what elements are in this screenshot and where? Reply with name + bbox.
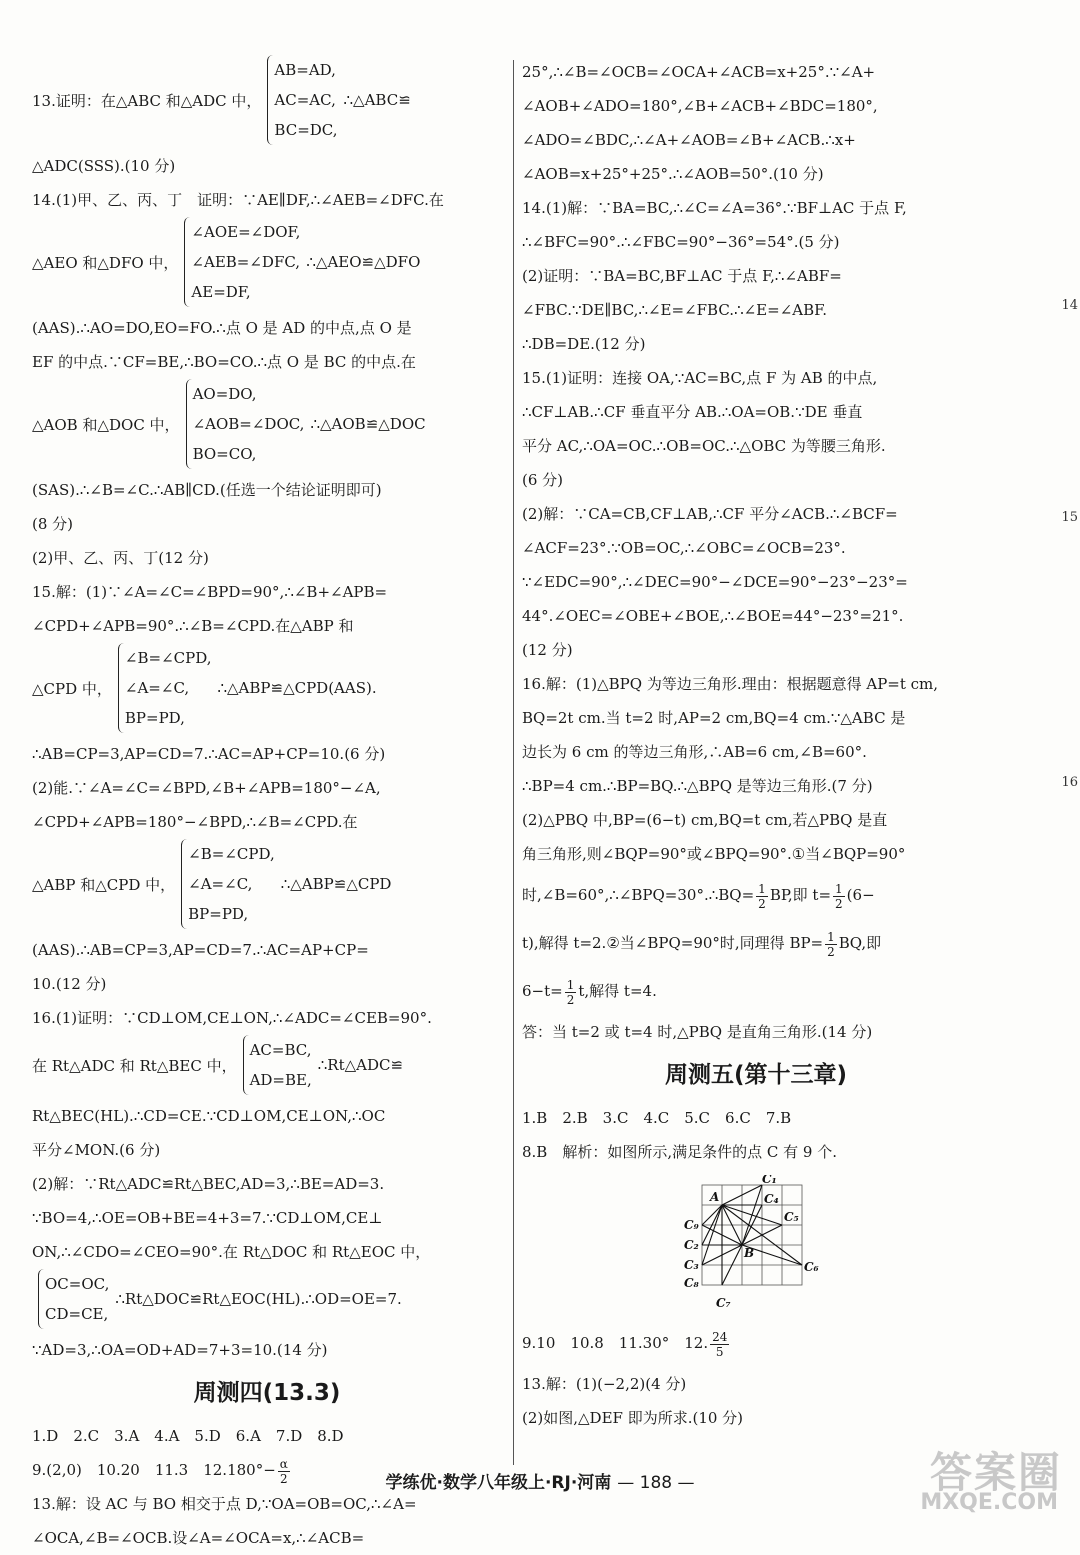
text-line: 13.解：(1)(−2,2)(4 分) [522,1375,687,1393]
denominator: 2 [827,944,835,959]
eq: AO=DO, [192,385,257,403]
eq: BP=PD, [124,709,185,727]
text-line: 14.(1)甲、乙、丙、丁 证明：∵AE∥DF,∴∠AEB=∠DFC.在 [32,191,444,209]
text-line: (6 分) [522,471,564,489]
numerator: 1 [566,977,575,992]
text-line: 44°.∠OEC=∠OBE+∠BOE,∴∠BOE=44°−23°=21°. [522,607,904,625]
label-C9: C₉ [684,1218,699,1232]
brace [267,55,337,145]
text-line: 13.解：设 AC 与 BO 相交于点 D,∵OA=OB=OC,∴∠A= [32,1495,417,1513]
eq: AB=AD, [274,61,336,79]
fill-answers [522,1319,990,1367]
label-C4: C₄ [764,1192,779,1206]
eq: ∠AOB=∠DOC, [192,415,305,433]
sys-intro: △ABP 和△CPD 中， [32,875,176,894]
q13-conclusion: ∴△ABC≌ [343,91,411,109]
eq: ∠B=∠CPD, [188,845,275,863]
text-line-fractions [522,871,990,919]
text-line: 16.解：(1)△BPQ 为等边三角形.理由：根据题意得 AP=t cm, [522,675,939,693]
text-line-fractions [522,919,990,967]
edge-number: 16 [1061,775,1078,790]
text-line: ∠ACF=23°.∵OB=OC,∴∠OBC=∠OCB=23°. [522,539,846,557]
text: 时,∠B=60°,∴∠BPQ=30°.∴BQ= [522,886,755,904]
eq: ∠B=∠CPD, [124,649,212,667]
denominator: 2 [758,896,766,911]
q15-system-2 [32,839,502,929]
text-line: (AAS).∴AO=DO,EO=FO.∴点 O 是 AD 的中点,点 O 是 [32,319,412,337]
grid-figure [682,1175,822,1315]
page-footer [0,1468,1080,1493]
q13-system [32,55,502,145]
label-B: B [744,1246,755,1260]
right-column [522,55,990,1435]
footer-title: 学练优·数学八年级上·RJ·河南 [385,1473,612,1493]
sys-conclusion: ∴△ABP≌△CPD [280,875,392,893]
text-line: 平分 AC,∴OA=OC.∴OB=OC.∴△OBC 为等腰三角形. [522,437,886,455]
label-C6: C₆ [804,1260,819,1274]
text-line: (SAS).∴∠B=∠C.∴AB∥CD.(任选一个结论证明即可) [32,481,382,499]
text-line: 8.B 解析：如图所示,满足条件的点 C 有 9 个. [522,1143,837,1161]
brace [184,217,300,307]
text-line: (2)能.∵∠A=∠C=∠BPD,∠B+∠APB=180°−∠A, [32,779,381,797]
denominator: 2 [280,1471,288,1486]
text-line: 角三角形,则∠BQP=90°或∠BPQ=90°.①当∠BQP=90° [522,845,906,863]
text: BP,即 t= [769,886,832,904]
sys-intro: △CPD 中， [32,679,112,698]
text-line: 答：当 t=2 或 t=4 时,△PBQ 是直角三角形.(14 分) [522,1023,873,1041]
eq: ∠A=∠C, [188,875,253,893]
fill-text: 9.10 10.8 11.30° 12. [522,1334,709,1352]
sys-conclusion: ∴△AEO≌△DFO [306,253,421,271]
q14-system [32,217,502,307]
text-line: ∵∠EDC=90°,∴∠DEC=90°−∠DCE=90°−23°−23°= [522,573,908,591]
text-line: 平分∠MON.(6 分) [32,1141,161,1159]
text-line: 边长为 6 cm 的等边三角形,∴AB=6 cm,∠B=60°. [522,743,867,761]
eq: ∠AOE=∠DOF, [191,223,301,241]
text-line: ON,∴∠CDO=∠CEO=90°.在 Rt△DOC 和 Rt△EOC 中， [32,1243,431,1261]
text-line: (2)如图,△DEF 即为所求.(10 分) [522,1409,744,1427]
brace [243,1035,312,1095]
text-line: (2)解：∵CA=CB,CF⊥AB,∴CF 平分∠ACB.∴∠BCF= [522,505,898,523]
q16-system-2 [32,1269,502,1329]
text-line: ∴CF⊥AB.∴CF 垂直平分 AB.∴OA=OB.∵DE 垂直 [522,403,863,421]
sys-conclusion: ∴△AOB≌△DOC [310,415,426,433]
fraction [710,1330,729,1359]
section-heading-week5: 周测五(第十三章) [664,1062,848,1088]
text-line: Rt△BEC(HL).∴CD=CE.∵CD⊥OM,CE⊥ON,∴OC [32,1107,386,1125]
eq: BP=PD, [188,905,249,923]
text: 6−t= [522,982,563,1000]
edge-number: 14 [1061,298,1078,313]
text-line-fractions [522,967,990,1015]
denominator: 5 [715,1344,724,1359]
text-line: (12 分) [522,641,573,659]
text-line: ∴∠BFC=90°.∴∠FBC=90°−36°=54°.(5 分) [522,233,840,251]
edge-number: 15 [1061,510,1078,525]
q15-system [32,643,502,733]
text: BQ,即 [838,934,882,952]
text-line: EF 的中点.∵CF=BE,∴BO=CO.∴点 O 是 BC 的中点.在 [32,353,416,371]
choice-answers: 1.B 2.B 3.C 4.C 5.C 6.C 7.B [522,1109,792,1127]
q16-system [32,1035,502,1095]
label-C3: C₃ [684,1258,699,1272]
sys-intro: 在 Rt△ADC 和 Rt△BEC 中， [32,1056,237,1075]
fraction [565,978,577,1007]
label-A: A [710,1190,720,1204]
column-divider [513,60,514,1465]
eq: AC=BC, [249,1041,312,1059]
eq: AE=DF, [191,283,251,301]
text: t,解得 t=4. [578,982,657,1000]
text-line: (2)解：∵Rt△ADC≌Rt△BEC,AD=3,∴BE=AD=3. [32,1175,385,1193]
q14-system-2 [32,379,502,469]
text-line: 25°,∴∠B=∠OCB=∠OCA+∠ACB=x+25°.∵∠A+ [522,63,876,81]
text-line: (2)证明：∵BA=BC,BF⊥AC 于点 F,∴∠ABF= [522,267,842,285]
label-C8: C₈ [684,1276,699,1290]
text-line: ∠AOB=x+25°+25°.∴∠AOB=50°.(10 分) [522,165,824,183]
text-line: (AAS).∴AB=CP=3,AP=CD=7.∴AC=AP+CP= [32,941,369,959]
eq: ∠A=∠C, [124,679,190,697]
sys-conclusion: ∴Rt△DOC≌Rt△EOC(HL).∴OD=OE=7. [115,1290,402,1308]
text-line: ∠FBC.∵DE∥BC,∴∠E=∠FBC.∴∠E=∠ABF. [522,301,827,319]
numerator: 1 [835,881,843,896]
numerator: 1 [827,929,835,944]
section-heading-week4: 周测四(13.3) [193,1380,341,1406]
eq: CD=CE, [45,1305,109,1323]
eq: AC=AC, [274,91,336,109]
text-line: (2)△PBQ 中,BP=(6−t) cm,BQ=t cm,若△PBQ 是直 [522,811,888,829]
eq: AD=BE, [249,1071,312,1089]
brace [181,839,275,929]
label-C7: C₇ [716,1296,731,1310]
numerator: α [279,1456,288,1471]
brace [38,1269,109,1329]
text-line: ∴AB=CP=3,AP=CD=7.∴AC=AP+CP=10.(6 分) [32,745,386,763]
numerator: 24 [712,1329,728,1344]
sys-intro: △AOB 和△DOC 中， [32,415,180,434]
q13-intro: 13.证明：在△ABC 和△ADC 中， [32,91,262,110]
page-number: — 188 — [617,1473,695,1493]
label-C1: C₁ [762,1175,777,1186]
text-line: 14.(1)解：∵BA=BC,∴∠C=∠A=36°.∵BF⊥AC 于点 F, [522,199,907,217]
text-line: BQ=2t cm.当 t=2 时,AP=2 cm,BQ=4 cm.∵△ABC 是 [522,709,906,727]
eq: BC=DC, [274,121,338,139]
choice-answers: 1.D 2.C 3.A 4.A 5.D 6.A 7.D 8.D [32,1427,344,1445]
denominator: 2 [835,896,843,911]
label-C5: C₅ [784,1210,799,1224]
text-line: ∠ADO=∠BDC,∴∠A+∠AOB=∠B+∠ACB.∴x+ [522,131,856,149]
brace [186,379,305,469]
left-column [32,55,502,1555]
figure-labels [684,1175,819,1310]
text-line: ∠OCA,∠B=∠OCB.设∠A=∠OCA=x,∴∠ACB= [32,1529,365,1547]
sys-conclusion: ∴△ABP≌△CPD(AAS). [217,679,377,697]
fraction [833,882,845,911]
fill-text: 9.(2,0) 10.20 11.3 12.180°− [32,1461,276,1479]
text-line: 15.解：(1)∵∠A=∠C=∠BPD=90°,∴∠B+∠APB= [32,583,388,601]
text-line: 10.(12 分) [32,975,107,993]
text-line: ∵AD=3,∴OA=OD+AD=7+3=10.(14 分) [32,1341,328,1359]
eq: ∠AEB=∠DFC, [191,253,301,271]
text-line: (8 分) [32,515,74,533]
text-line: ∴BP=4 cm.∴BP=BQ.∴△BPQ 是等边三角形.(7 分) [522,777,873,795]
denominator: 2 [566,992,575,1007]
sys-intro: △AEO 和△DFO 中， [32,253,179,272]
watermark-logo: 答案圈 [929,1448,1062,1497]
text-line: (2)甲、乙、丙、丁(12 分) [32,549,209,567]
text-line: ∠CPD+∠APB=180°−∠BPD,∴∠B=∠CPD.在 [32,813,358,831]
text-line: 15.(1)证明：连接 OA,∵AC=BC,点 F 为 AB 的中点, [522,369,878,387]
text-line: ∴DB=DE.(12 分) [522,335,646,353]
sys-conclusion: ∴Rt△ADC≌ [317,1056,404,1074]
label-C2: C₂ [684,1238,699,1252]
eq: OC=OC, [45,1275,110,1293]
eq: BO=CO, [192,445,257,463]
text: t),解得 t=2.②当∠BPQ=90°时,同理得 BP= [522,934,824,952]
brace [118,643,212,733]
fraction [756,882,768,911]
watermark-url: MXQE.COM [920,1490,1058,1515]
text-line: ∵BO=4,∴OE=OB+BE=4+3=7.∵CD⊥OM,CE⊥ [32,1209,383,1227]
text-line: ∠AOB+∠ADO=180°,∠B+∠ACB+∠BDC=180°, [522,97,878,115]
numerator: 1 [758,881,766,896]
fraction [825,930,837,959]
text-line: ∠CPD+∠APB=90°.∴∠B=∠CPD.在△ABP 和 [32,617,354,635]
text: (6− [846,886,875,904]
text-line: 16.(1)证明：∵CD⊥OM,CE⊥ON,∴∠ADC=∠CEB=90°. [32,1009,432,1027]
text-line: △ADC(SSS).(10 分) [32,157,176,175]
